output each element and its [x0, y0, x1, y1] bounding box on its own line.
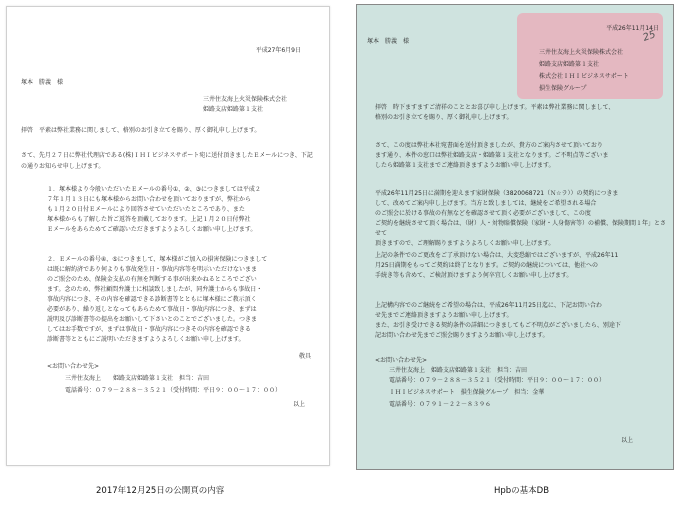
- right-renewal: 平成26年11月25日に満期を迎えます家財保険（3820068721（Ｎ☆ラ））の契約につきま して、改めてご案内申し上げます。当方と致しましては、継続をご希望される場合 のご照会に於ける事故の有無などを確認させて頂く必要がございまして、この度 ご契約を継続させて頂く場合は、（財）人・対物賠償保険（家財・人身傷害等）の補償、保険期間１年」とさせて 頂きますので、ご理解賜りますようよろしくお願い申し上げます。: [375, 190, 667, 247]
- left-item-1: １．塚本様より今般いただいたＥメールの番号①、②、③につきましては平成２ ７年１月１３日にも塚本様からお問い合わせを頂いておりますが、弊社から も１月２０日付Ｅメールにより回答させていただいたところであり、また 塚本様からも了解した旨ご返答を頂戴しております。上記１月２０日付弊社 Ｅメールをあらためてご確認いただきますようよろしくお願い申し上げます。: [47, 186, 261, 233]
- left-end-mark: 以上: [292, 401, 305, 408]
- right-caption: Hpbの基本DB: [494, 486, 550, 496]
- right-date: 平成26年11月14日: [606, 25, 659, 32]
- left-letter-page: [6, 6, 330, 466]
- right-conditions: 上記の条件でのご更改をご了承頂けない場合は、大変恐縮ではございますが、平成26年11 月25日満期をもってご契約は終了となります。ご契約の継続については、他社への 手続き等も含めて、ご検討頂けますよう何卒宜しくお願い申し上げます。: [375, 252, 619, 279]
- left-item-2: ２．Ｅメールの番号④、⑤につきまして、塚本様がご加入の損害保険につきまして は既に解約済であり何よりも事故発生日・事故内容等を明示いただけないまま のご照会のため、保険金支払の有無を判断する事が出来かねるところでござい ます。念のため、弊社顧問弁護士に相談致しましたが、同弁護士からも事故日・ 事故内容につき、その内容を確認できる診断書等とともに塚本様にご教示頂く 必要があり、繰り返しとなってもあらためて事故日・事故内容につき、まずは 説明及び診断書等の提出をお願いして下さいとのことでございました。つきま してはお手数ですが、まずは事故日・事故内容につきその内容を確認できる 診断書等とともにご説明いただきますようよろしくお願い申し上げます。: [47, 256, 268, 343]
- right-contact-request: 上記構内容でのご継続をご希望の場合は、平成26年11月25日迄に、下記お問い合わ せ先までご連絡頂きますようお願い申し上げます。 また、お引き受けできる契約条件の詳細につきましてもご不明点がございましたら、別途下 記お問い合わせ先までご照会賜りますようお願い申し上げます。: [375, 302, 621, 339]
- right-stamp-agency: 株式会社ＩＨＩビジネスサポート: [539, 73, 629, 80]
- left-closing: 敬具: [298, 353, 311, 360]
- left-greeting: 拝啓 平素は弊社業務に関しまして、格別のお引き立てを賜り、厚く御礼申し上げます。: [21, 127, 261, 134]
- left-contact-phone: 電話番号：０７９－２８８－３５２１（受付時間：平日９：００～１７：００）: [65, 387, 282, 394]
- right-stamp-company: 三井住友海上火災保険株式会社: [539, 49, 624, 56]
- left-contact-name: 三井住友海上 姫路支店姫路第１支社 担当：吉田: [65, 375, 210, 382]
- left-sender-company: 三井住友海上火災保険株式会社: [203, 96, 288, 103]
- left-addressee: 塚本 勝義 様: [21, 79, 64, 86]
- left-intro: さて、先月２７日に弊社代理店である(株)ＩＨＩビジネスサポート宛に送付頂きましたＥメールにつき、下記の通りお知らせ申し上げます。: [21, 152, 313, 170]
- right-stamp-group: 損生保険グループ: [539, 85, 587, 92]
- left-contact-header: <お問い合わせ先>: [47, 363, 100, 370]
- right-greeting: 拝啓 時下ますますご清祥のこととお喜び申し上げます。平素は弊社業務に関しまして、 格別のお引き立てを賜り、厚く御礼申し上げます。: [375, 104, 615, 121]
- right-end-mark: 以上: [620, 437, 633, 444]
- left-date: 平成27年6月9日: [255, 47, 301, 54]
- right-contact-phone: 電話番号：０７９－２８８－３５２１（受付時間：平日９：００～１７：００）: [389, 377, 606, 384]
- handwritten-mark: 25: [641, 29, 658, 44]
- right-contact-agency: ＩＨＩビジネスサポート 損生保険グループ 担当：金華: [389, 389, 545, 396]
- right-notice: さて、この度は弊社本社宛書面を送付頂きましたが、貴方のご案内させて頂いており ます通り、本件の窓口は弊社姫路支店・姫路第１支社となります。ご不明点等ございま したら姫路第１支社までご連絡頂きますようお願い申し上げます。: [375, 142, 609, 169]
- right-letter-page: [356, 4, 674, 470]
- right-stamp-branch: 姫路支店姫路第１支社: [539, 61, 600, 68]
- right-contact-header: <お問い合わせ先>: [375, 357, 428, 364]
- right-contact-agency-phone: 電話番号：０７９１－２２－８３９６: [389, 401, 492, 408]
- left-caption: 2017年12月25日の公開頁の内容: [96, 486, 225, 496]
- left-sender-branch: 姫路支店姫路第１支社: [203, 106, 264, 113]
- right-addressee: 塚本 勝義 様: [367, 38, 410, 45]
- right-contact-name: 三井住友海上 姫路支店姫路第１支社 担当：吉田: [389, 367, 528, 374]
